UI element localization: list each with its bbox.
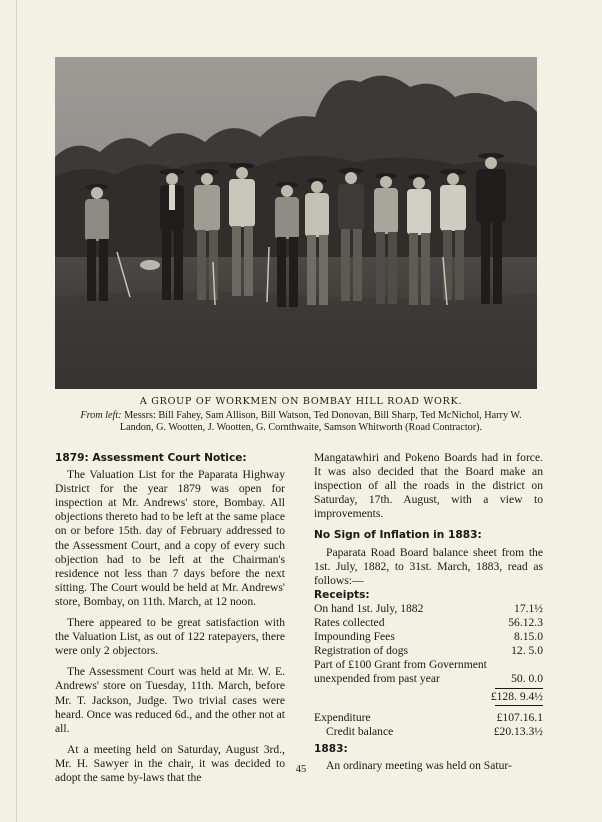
ledger-row [314,644,543,658]
receipts-ledger [314,602,543,739]
ledger-row [314,711,543,725]
paragraph: An ordinary meeting was held on Satur- [326,758,512,772]
paragraph: At a meeting held on Saturday, August 3rd., Mr. H. Sawyer in the chair, it was decided to adopt the same by-laws that the [55,742,285,784]
workmen-photograph [55,57,537,389]
page-number: 45 [295,764,307,775]
ledger-row [314,672,543,686]
photo-caption-title: A GROUP OF WORKMEN ON BOMBAY HILL ROAD WORK. [139,396,463,407]
ledger-amount: 12. 5.0 [511,644,543,658]
ledger-label: Expenditure [314,710,371,724]
ledger-row [314,616,543,630]
ledger-label: unexpended from past year [314,672,440,686]
paragraph: There appeared to be great satisfaction with the Valuation List, as out of 122 ratepayers, there were only 2 objectors. [55,616,285,658]
ledger-label: On hand 1st. July, 1882 [314,601,424,615]
heading-inflation: No Sign of Inflation in 1883: [314,529,482,542]
ledger-row [314,630,543,644]
ledger-amount: 8.15.0 [514,630,543,644]
paragraph: The Assessment Court was held at Mr. W. E. Andrews' store on Tuesday, 11th. March, before Mr. T. Jackson, Judge. Two trivial cases were heard. Once was reduced 6d., and the other not at all. [55,665,285,735]
ledger-amount: 50. 0.0 [511,672,543,686]
ledger-row [314,725,543,739]
ledger-row [314,602,543,616]
ledger-label: Registration of dogs [314,644,409,658]
photo-caption-credits [70,410,532,435]
left-column [55,451,285,785]
paragraph: The Valuation List for the Paparata Highway District for the year 1879 was open for inspection at Mr. Andrews' store, Bombay. All objections thereto had to be left at the same place on or before 15th. day of February addressed to the Assessment Court, and a copy of every such objection had to be left at the Chairman's residence not less than 7 days before the next sitting. The Court would be held at Mr. Andrews' store, Bombay, on 11th. March, at 12 noon. [55,468,285,608]
heading-1883: 1883: [314,742,348,755]
ledger-label: Credit balance [326,724,394,738]
ledger-amount: £20.13.3½ [493,724,543,738]
ledger-total-row [314,689,543,705]
credits-prefix: From left: [80,410,122,421]
page-edge-line [16,0,17,822]
ledger-amount: £107.16.1 [496,710,543,724]
paragraph-continuation: Mangatawhiri and Pokeno Boards had in force. It was also decided that the Board make an inspection of all the roads in the district on Saturday, 17th. August, with a view to improvements. [314,451,543,521]
ledger-label: Impounding Fees [314,630,395,644]
right-column [314,451,543,773]
ledger-label: Part of £100 Grant from Government [314,658,487,672]
ledger-total: £128. 9.4½ [490,689,543,703]
ledger-amount: 17.1½ [514,601,543,615]
ledger-amount: 56.12.3 [508,616,543,630]
paragraph-balance-intro: Paparata Road Board balance sheet from the 1st. July, 1882, to 31st. March, 1883, read as follows:— [314,545,543,587]
ledger-row [314,658,543,672]
credits-text: Messrs: Bill Fahey, Sam Allison, Bill Watson, Ted Donovan, Bill Sharp, Ted McNichol, Harry W. Landon, G. Wootten, J. Wootten, G. Cornthwaite, Samson Whitworth (Road Contractor). [119,410,522,434]
ledger-label: Rates collected [314,616,385,630]
heading-receipts: Receipts: [314,588,370,601]
heading-assessment-court: 1879: Assessment Court Notice: [55,452,247,464]
